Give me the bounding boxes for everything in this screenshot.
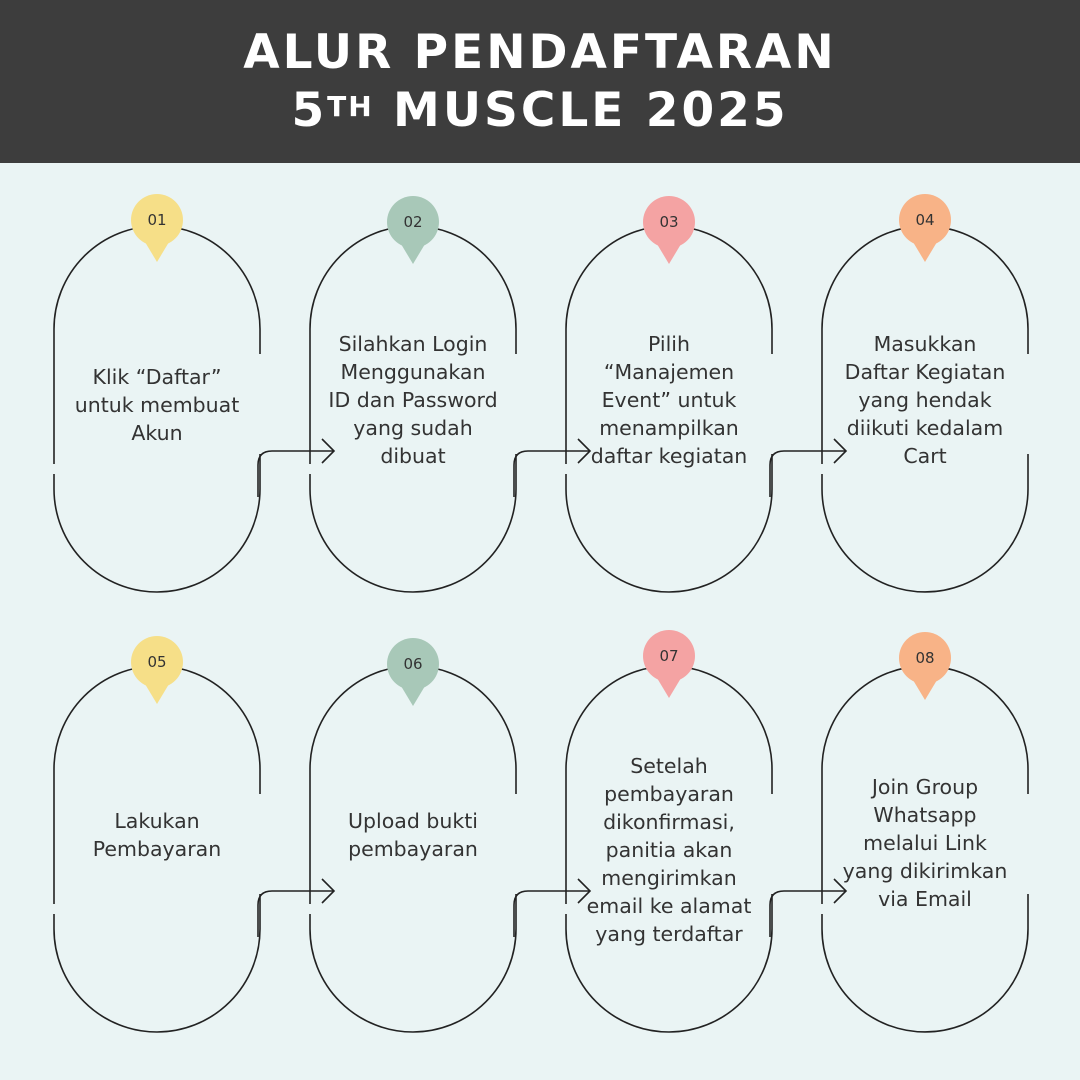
title-edition-number: 5 xyxy=(291,82,328,138)
step-number: 03 xyxy=(659,213,679,231)
step-4-text: Masukkan Daftar Kegiatan yang hendak diikuti kedalam Cart xyxy=(844,331,1006,468)
card-outline-bottom xyxy=(54,894,260,1032)
badge-pointer xyxy=(657,678,681,698)
card-outline-bottom xyxy=(310,894,516,1032)
step-number: 05 xyxy=(147,653,167,671)
step-1-text: Klik “Daftar” untuk membuat Akun xyxy=(74,365,240,445)
step-badge-8 xyxy=(899,632,951,700)
step-badge-4 xyxy=(899,194,951,262)
step-badge-5 xyxy=(131,636,183,704)
step-badge-3 xyxy=(643,196,695,264)
badge-pointer xyxy=(657,244,681,264)
step-6-text: Upload bukti pembayaran xyxy=(348,809,478,861)
step-badge-1 xyxy=(131,194,183,262)
connector-arrow-1 xyxy=(258,451,334,497)
badge-pointer xyxy=(145,684,169,704)
connector-arrow-7 xyxy=(770,891,846,937)
badge-pointer xyxy=(401,244,425,264)
step-8-text: Join Group Whatsapp melalui Link yang dikirimkan via Email xyxy=(842,774,1008,911)
connector-arrow-5 xyxy=(258,891,334,937)
step-badge-6 xyxy=(387,638,439,706)
card-outline-bottom xyxy=(822,454,1028,592)
step-number: 02 xyxy=(403,213,423,231)
step-7-text: Setelah pembayaran dikonfirmasi, panitia akan mengirimkan email ke alamat yang terdaftar xyxy=(586,754,752,946)
connector-arrow-3 xyxy=(770,451,846,497)
badge-pointer xyxy=(913,242,937,262)
connector-arrow-6 xyxy=(514,891,590,937)
title-line-1: ALUR PENDAFTARAN xyxy=(243,24,837,80)
card-outline-bottom xyxy=(54,454,260,592)
step-number: 08 xyxy=(915,649,935,667)
step-2-text: Silahkan Login Menggunakan ID dan Password yang sudah dibuat xyxy=(328,332,498,468)
title-edition-suffix: TH xyxy=(327,89,374,123)
badge-pointer xyxy=(145,242,169,262)
step-number: 06 xyxy=(403,655,423,673)
badge-pointer xyxy=(401,686,425,706)
title-event-name: MUSCLE 2025 xyxy=(373,82,789,138)
step-number: 04 xyxy=(915,211,935,229)
step-number: 07 xyxy=(659,647,679,665)
step-badge-2 xyxy=(387,196,439,264)
step-number: 01 xyxy=(147,211,167,229)
step-3-text: Pilih “Manajemen Event” untuk menampilkan daftar kegiatan xyxy=(590,332,748,468)
badge-pointer xyxy=(913,680,937,700)
step-badge-7 xyxy=(643,630,695,698)
connector-arrow-2 xyxy=(514,451,590,497)
step-5-text: Lakukan Pembayaran xyxy=(92,809,222,861)
